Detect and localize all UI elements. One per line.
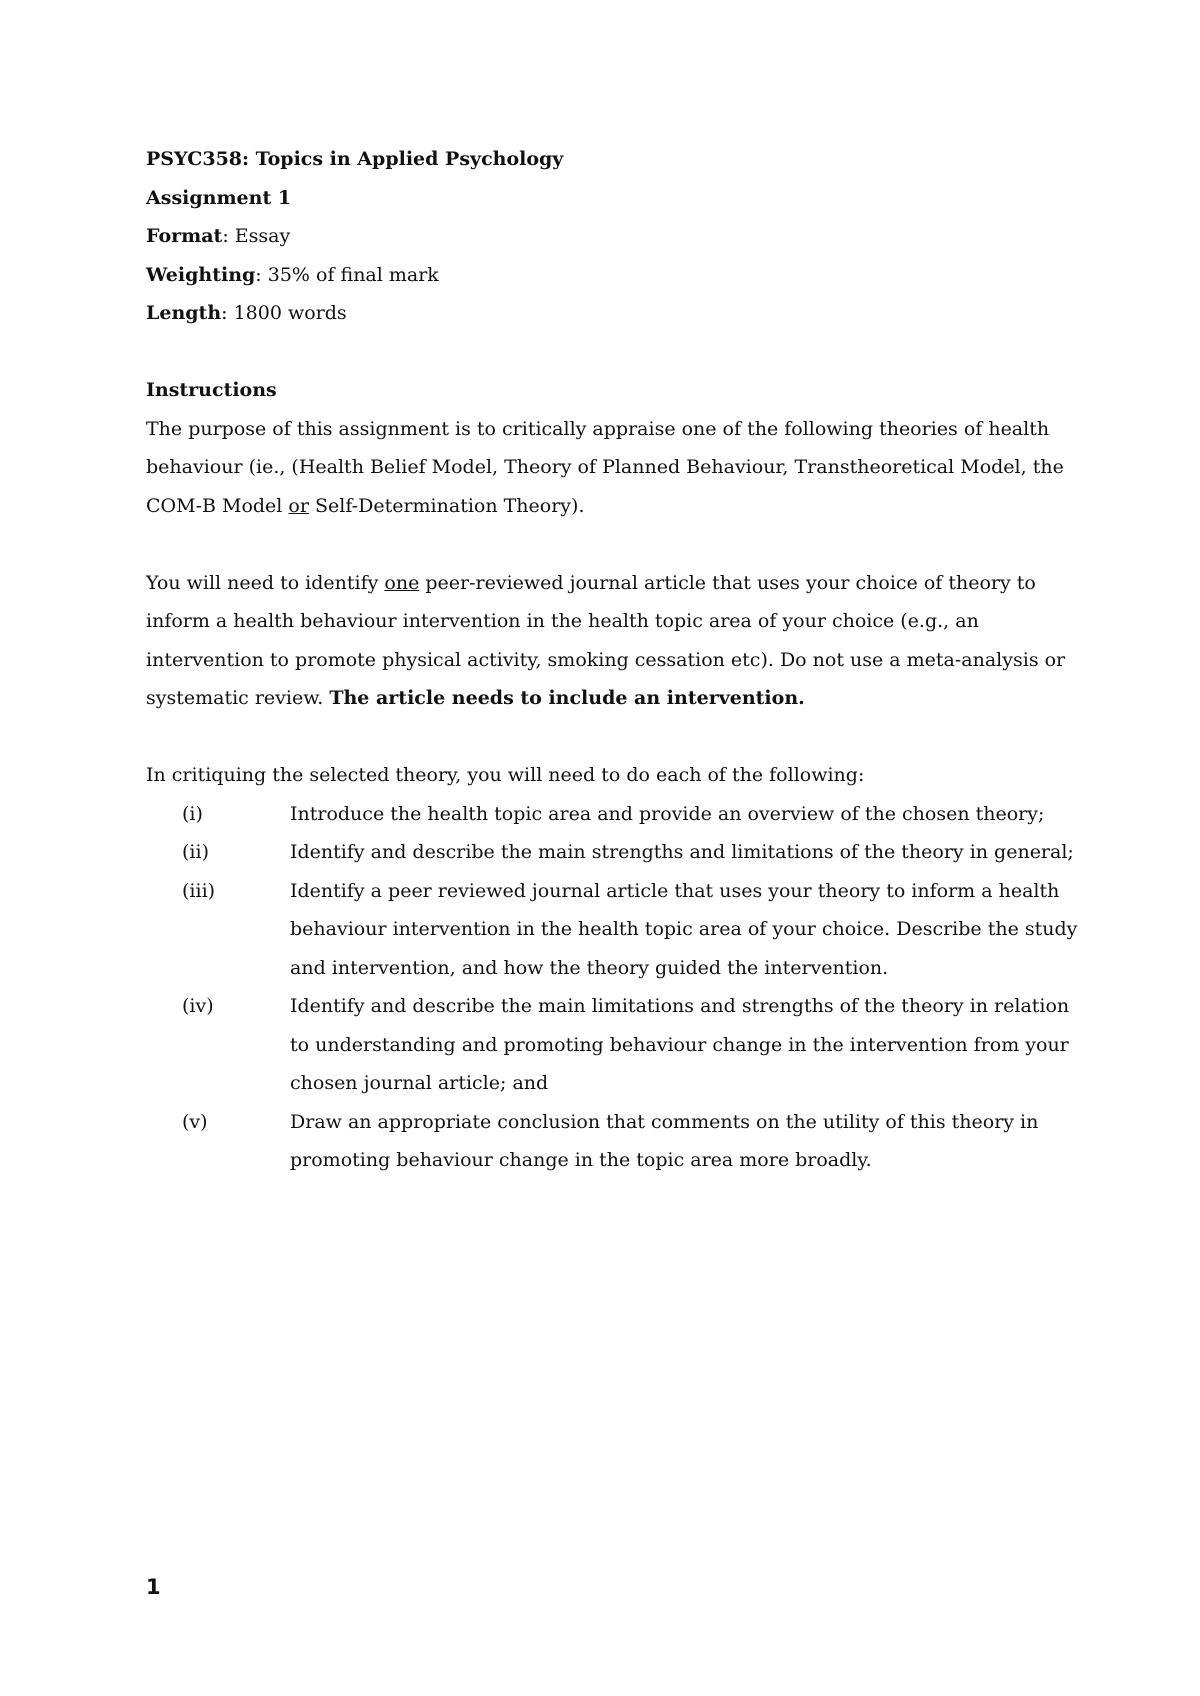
one-underlined: one [384,571,420,594]
weighting-value: : 35% of final mark [255,263,439,286]
format-line [146,217,1086,256]
or-underlined: or [288,494,309,517]
list-text: Draw an appropriate conclusion that comments on the utility of this theory in promoting behaviour change in the topic area more broadly. [290,1110,1039,1171]
weighting-label: Weighting [146,263,256,286]
list-item [182,987,1086,1103]
article-text-mid: peer-reviewed journal article that uses your choice of theory to inform a health behaviour intervention in the health topic area of your choice (e.g., an intervention to promote physical activity, smoking cessation etc). Do not use a meta-analysis or systematic review. [146,571,1066,709]
spacer [146,718,1086,757]
list-number: (v) [182,1110,208,1133]
length-value: : 1800 words [221,302,347,324]
purpose-text: The purpose of this assignment is to critically appraise one of the following theories of health behaviour (ie., (Health Belief Model, Theory of Planned Behaviour, Transtheoretical Model, the COM-B Model [146,417,1064,517]
task-list [146,795,1086,1180]
spacer [146,525,1086,564]
length-line [146,294,1086,333]
list-number: (iv) [182,995,214,1017]
list-item [182,872,1086,988]
list-text: Identify and describe the main limitations and strengths of the theory in relation to understanding and promoting behaviour change in the intervention from your chosen journal article; and [290,995,1070,1094]
list-number: (ii) [182,841,209,863]
list-text: Identify a peer reviewed journal article that uses your theory to inform a health behaviour intervention in the health topic area of your choice. Describe the study and intervention, and how the theory guided the intervention. [290,879,1078,979]
list-number: (iii) [182,879,216,902]
article-text-start: You will need to identify [146,571,385,594]
list-number: (i) [182,802,203,825]
page-number: 1 [146,1575,161,1599]
purpose-paragraph [146,410,1086,526]
instructions-heading: Instructions [146,379,277,401]
format-label: Format [146,225,223,247]
assignment-title: Assignment 1 [146,186,292,209]
list-item [182,833,1086,872]
length-label: Length [146,302,222,324]
list-item [182,1103,1086,1180]
article-requirement-bold: The article needs to include an intervention. [329,687,805,709]
course-title: PSYC358: Topics in Applied Psychology [146,148,564,170]
document-page [146,140,1086,1180]
purpose-end: Self-Determination Theory). [308,494,585,517]
spacer [146,333,1086,372]
list-text: Introduce the health topic area and provide an overview of the chosen theory; [290,802,1045,825]
list-item [182,795,1086,834]
article-paragraph [146,564,1086,718]
weighting-line [146,256,1086,295]
list-text: Identify and describe the main strengths and limitations of the theory in general; [290,841,1074,863]
critique-intro: In critiquing the selected theory, you will need to do each of the following: [146,764,865,786]
format-value: : Essay [222,225,291,247]
